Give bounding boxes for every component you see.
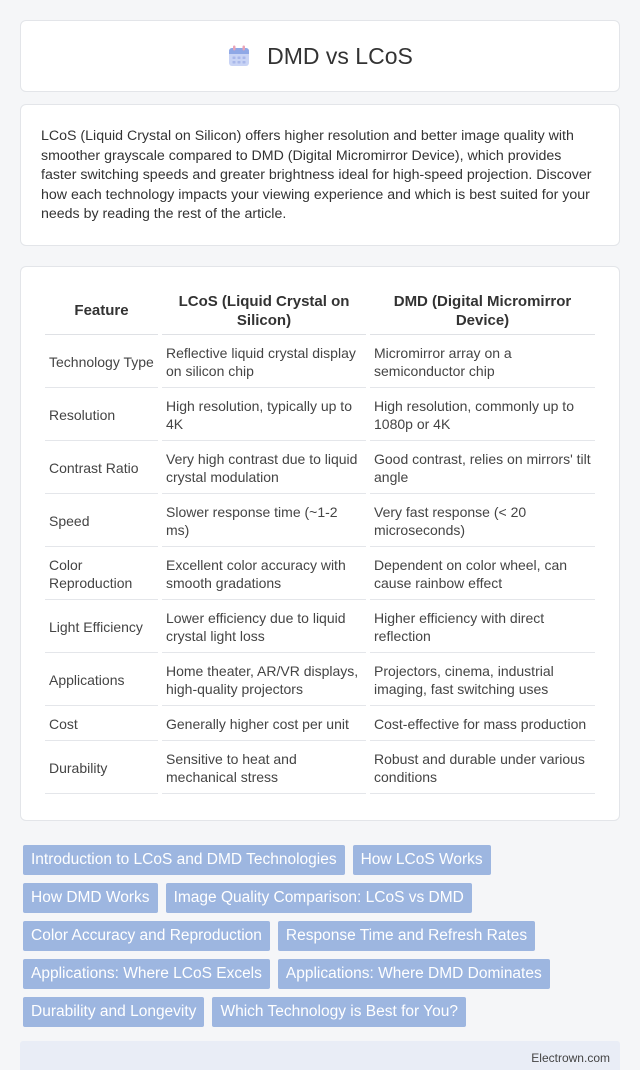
table-cell-lcos: Slower response time (~1-2 ms) (162, 496, 366, 547)
table-cell-dmd: Higher efficiency with direct reflection (370, 602, 595, 653)
footer-site-name: Electrown.com (531, 1050, 610, 1065)
page-header (20, 20, 620, 92)
tag-best-for-you[interactable]: Which Technology is Best for You? (212, 997, 466, 1027)
intro-section (20, 104, 620, 246)
table-row (45, 708, 595, 741)
table-cell-dmd: Good contrast, relies on mirrors' tilt angle (370, 443, 595, 494)
tag-applications-lcos[interactable]: Applications: Where LCoS Excels (23, 959, 270, 989)
intro-paragraph: LCoS (Liquid Crystal on Silicon) offers higher resolution and better image quality with smoother grayscale compared to DMD (Digital Micromirror Device), which provides faster switching speeds and greater brightness ideal for high-speed projection. Discover how each technology impacts your viewing experience and which is best suited for your needs by reading the rest of the article. (41, 128, 592, 222)
page-title: DMD vs LCoS (267, 42, 413, 69)
table-cell-feature: Speed (45, 496, 158, 547)
table-cell-lcos: Generally higher cost per unit (162, 708, 366, 741)
table-row (45, 390, 595, 441)
table-row (45, 743, 595, 794)
table-cell-feature: Resolution (45, 390, 158, 441)
tag-response-time[interactable]: Response Time and Refresh Rates (278, 921, 535, 951)
table-cell-lcos: Lower efficiency due to liquid crystal light loss (162, 602, 366, 653)
table-cell-feature: Cost (45, 708, 158, 741)
table-cell-feature: Durability (45, 743, 158, 794)
table-cell-feature: Contrast Ratio (45, 443, 158, 494)
table-header-feature: Feature (45, 287, 158, 335)
table-cell-lcos: Sensitive to heat and mechanical stress (162, 743, 366, 794)
page-footer (20, 1041, 620, 1070)
calendar-grid-icon (227, 44, 251, 68)
tag-applications-dmd[interactable]: Applications: Where DMD Dominates (278, 959, 550, 989)
table-cell-feature: Applications (45, 655, 158, 706)
topic-tags (20, 845, 620, 1027)
table-header-dmd: DMD (Digital Micromirror Device) (370, 287, 595, 335)
table-row (45, 337, 595, 388)
comparison-table-card (20, 266, 620, 821)
table-cell-lcos: Home theater, AR/VR displays, high-quality projectors (162, 655, 366, 706)
tag-color-accuracy[interactable]: Color Accuracy and Reproduction (23, 921, 270, 951)
tag-durability[interactable]: Durability and Longevity (23, 997, 204, 1027)
table-cell-dmd: Very fast response (< 20 microseconds) (370, 496, 595, 547)
table-row (45, 655, 595, 706)
tag-introduction[interactable]: Introduction to LCoS and DMD Technologies (23, 845, 345, 875)
table-row (45, 602, 595, 653)
table-cell-dmd: Dependent on color wheel, can cause rainbow effect (370, 549, 595, 600)
table-cell-dmd: High resolution, commonly up to 1080p or 4K (370, 390, 595, 441)
tag-how-lcos-works[interactable]: How LCoS Works (353, 845, 491, 875)
table-cell-feature: Technology Type (45, 337, 158, 388)
table-cell-lcos: High resolution, typically up to 4K (162, 390, 366, 441)
table-cell-dmd: Micromirror array on a semiconductor chip (370, 337, 595, 388)
tag-how-dmd-works[interactable]: How DMD Works (23, 883, 158, 913)
table-cell-feature: Light Efficiency (45, 602, 158, 653)
table-cell-dmd: Cost-effective for mass production (370, 708, 595, 741)
comparison-table (41, 285, 599, 796)
table-cell-dmd: Projectors, cinema, industrial imaging, fast switching uses (370, 655, 595, 706)
table-cell-lcos: Reflective liquid crystal display on silicon chip (162, 337, 366, 388)
table-row (45, 549, 595, 600)
table-row (45, 496, 595, 547)
table-header-row (45, 287, 595, 335)
table-cell-feature: Color Reproduction (45, 549, 158, 600)
table-header-lcos: LCoS (Liquid Crystal on Silicon) (162, 287, 366, 335)
table-row (45, 443, 595, 494)
tag-image-quality[interactable]: Image Quality Comparison: LCoS vs DMD (166, 883, 472, 913)
table-cell-lcos: Excellent color accuracy with smooth gradations (162, 549, 366, 600)
table-cell-dmd: Robust and durable under various conditions (370, 743, 595, 794)
table-cell-lcos: Very high contrast due to liquid crystal modulation (162, 443, 366, 494)
